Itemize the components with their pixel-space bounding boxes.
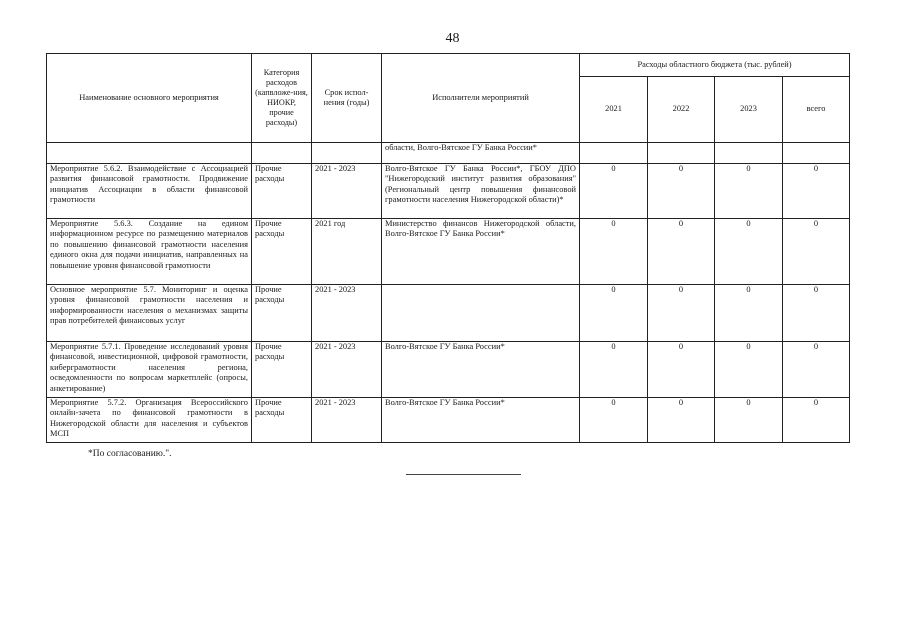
row-value-2023: 0 bbox=[715, 164, 783, 219]
row-executors: Министерство финансов Нижегородской области, Волго-Вятское ГУ Банка России* bbox=[382, 219, 580, 285]
continuation-executors: области, Волго-Вятское ГУ Банка России* bbox=[382, 143, 580, 164]
row-value-2021: 0 bbox=[580, 219, 648, 285]
row-category: Прочие расходы bbox=[252, 219, 312, 285]
header-term: Срок испол-нения (годы) bbox=[312, 54, 382, 143]
row-term: 2021 - 2023 bbox=[312, 164, 382, 219]
row-category: Прочие расходы bbox=[252, 342, 312, 398]
row-name: Мероприятие 5.7.2. Организация Всероссийского онлайн-зачета по финансовой грамотности в Нижегородской области для населения и субъектов МСП bbox=[47, 398, 252, 443]
header-year-2021: 2021 bbox=[580, 77, 648, 143]
table-row bbox=[47, 285, 850, 342]
header-name: Наименование основного мероприятия bbox=[47, 54, 252, 143]
header-category: Категория расходов (капвложе-ния, НИОКР, прочие расходы) bbox=[252, 54, 312, 143]
row-value-2022: 0 bbox=[648, 164, 715, 219]
header-executors: Исполнители мероприятий bbox=[382, 54, 580, 143]
row-value-2023: 0 bbox=[715, 342, 783, 398]
row-name: Основное мероприятие 5.7. Мониторинг и оценка уровня финансовой грамотности населения и информированности населения о механизмах защиты прав потребителей финансовых услуг bbox=[47, 285, 252, 342]
row-value-total: 0 bbox=[783, 285, 850, 342]
table-row bbox=[47, 164, 850, 219]
row-term: 2021 - 2023 bbox=[312, 342, 382, 398]
row-value-total: 0 bbox=[783, 398, 850, 443]
row-value-2021: 0 bbox=[580, 164, 648, 219]
row-category: Прочие расходы bbox=[252, 398, 312, 443]
row-value-2022: 0 bbox=[648, 398, 715, 443]
header-row-top bbox=[47, 54, 850, 77]
row-value-2023: 0 bbox=[715, 219, 783, 285]
page-number: 48 bbox=[445, 31, 460, 46]
row-value-total: 0 bbox=[783, 342, 850, 398]
row-value-2022: 0 bbox=[648, 219, 715, 285]
separator-line bbox=[406, 474, 521, 475]
row-value-total: 0 bbox=[783, 164, 850, 219]
continuation-row bbox=[47, 143, 850, 164]
header-budget: Расходы областного бюджета (тыс. рублей) bbox=[580, 54, 850, 77]
row-executors: Волго-Вятское ГУ Банка России*, ГБОУ ДПО "Нижегородский институт развития образования" (Региональный центр повышения финансовой грамотности населения Нижегородской области)* bbox=[382, 164, 580, 219]
activities-table bbox=[46, 53, 850, 443]
row-value-2021: 0 bbox=[580, 342, 648, 398]
row-value-2022: 0 bbox=[648, 285, 715, 342]
row-executors bbox=[382, 285, 580, 342]
row-value-2023: 0 bbox=[715, 398, 783, 443]
table-row bbox=[47, 219, 850, 285]
row-value-2021: 0 bbox=[580, 285, 648, 342]
table-row bbox=[47, 398, 850, 443]
row-executors: Волго-Вятское ГУ Банка России* bbox=[382, 398, 580, 443]
header-year-2022: 2022 bbox=[648, 77, 715, 143]
row-category: Прочие расходы bbox=[252, 164, 312, 219]
row-term: 2021 год bbox=[312, 219, 382, 285]
row-value-2021: 0 bbox=[580, 398, 648, 443]
row-category: Прочие расходы bbox=[252, 285, 312, 342]
row-value-total: 0 bbox=[783, 219, 850, 285]
header-year-2023: 2023 bbox=[715, 77, 783, 143]
footnote: *По согласованию.". bbox=[88, 449, 172, 459]
table-row bbox=[47, 342, 850, 398]
header-total: всего bbox=[783, 77, 850, 143]
row-term: 2021 - 2023 bbox=[312, 285, 382, 342]
row-name: Мероприятие 5.7.1. Проведение исследований уровня финансовой, инвестиционной, цифровой грамотности, киберграмотности населения региона, осведомленности по вопросам маркетплейс (опросы, анкетирование) bbox=[47, 342, 252, 398]
row-value-2022: 0 bbox=[648, 342, 715, 398]
row-name: Мероприятие 5.6.3. Создание на едином информационном ресурсе по размещению материалов по повышению финансовой грамотности населения единого окна для подачи инициатив, направленных на повышение уровня финансовой грамотности bbox=[47, 219, 252, 285]
row-term: 2021 - 2023 bbox=[312, 398, 382, 443]
row-value-2023: 0 bbox=[715, 285, 783, 342]
row-executors: Волго-Вятское ГУ Банка России* bbox=[382, 342, 580, 398]
row-name: Мероприятие 5.6.2. Взаимодействие с Ассоциацией развития финансовой грамотности. Продвижение инициатив Ассоциации в области финансовой грамотности bbox=[47, 164, 252, 219]
